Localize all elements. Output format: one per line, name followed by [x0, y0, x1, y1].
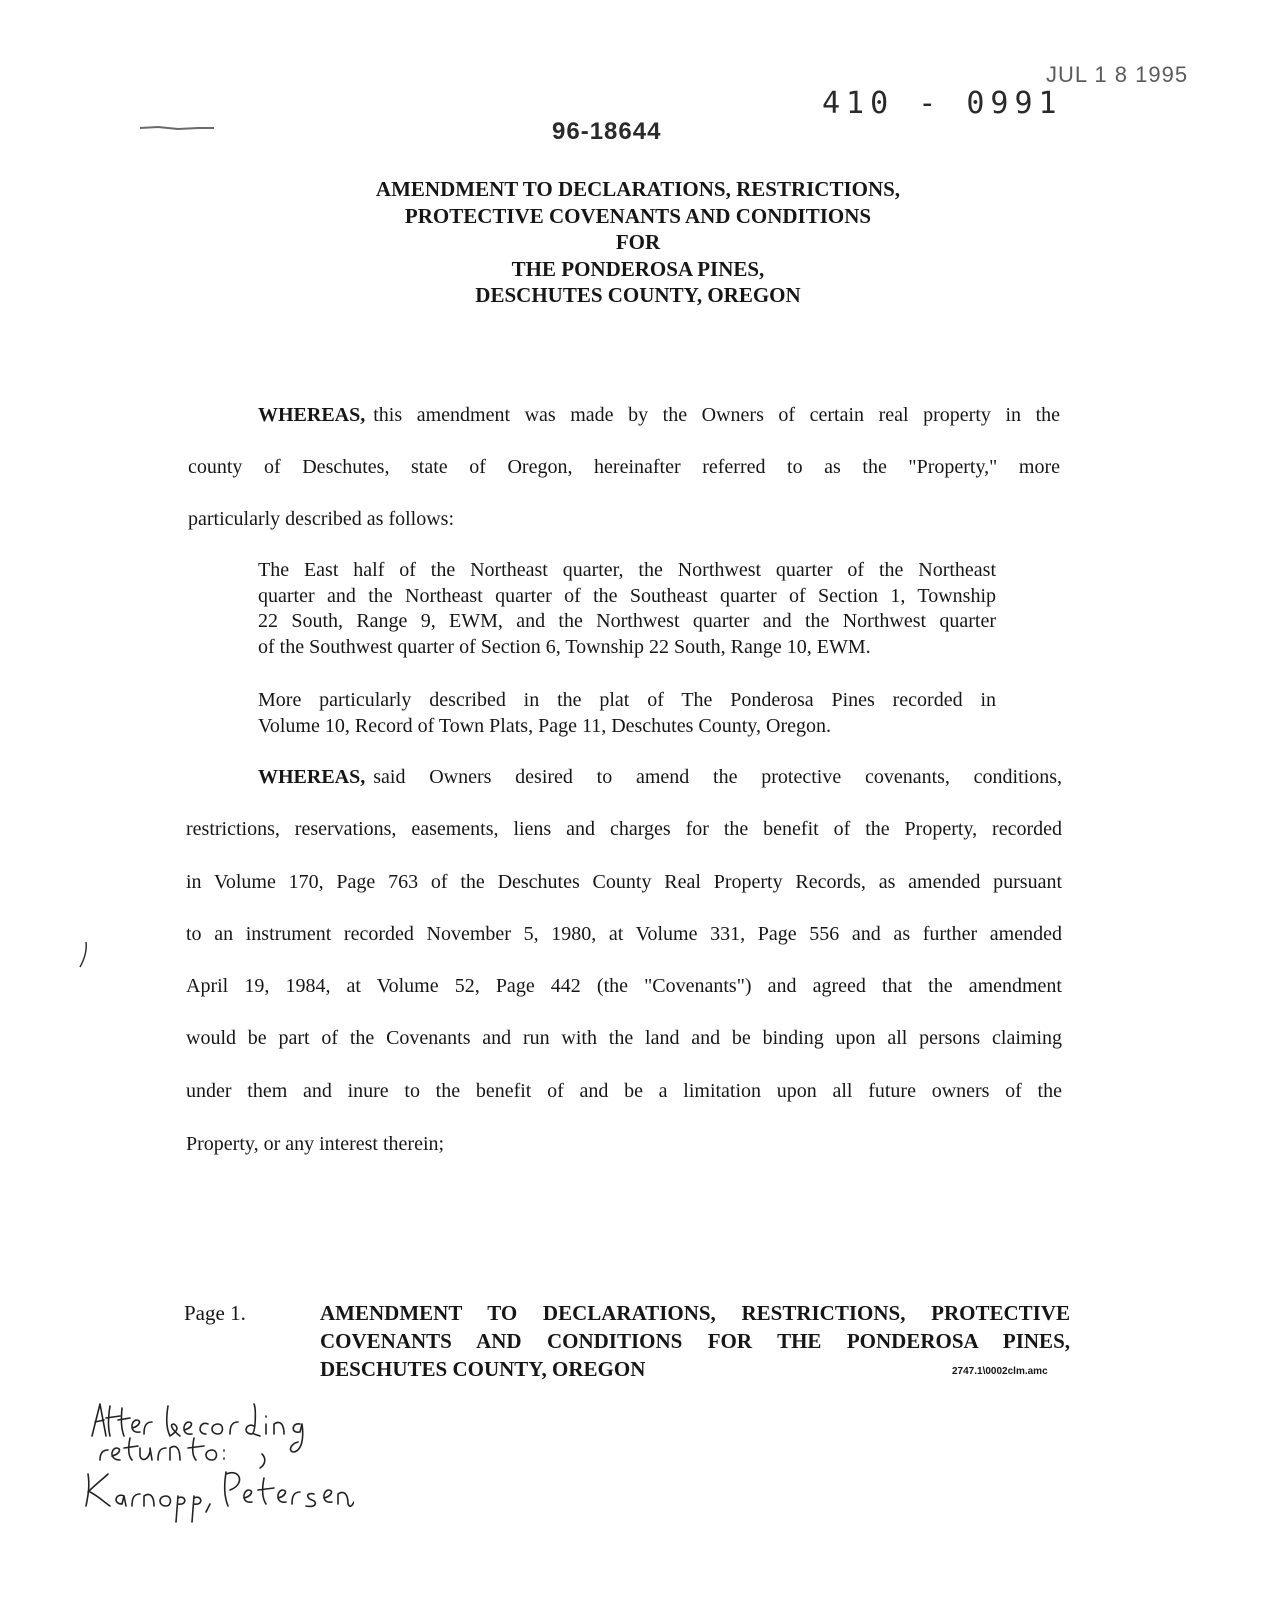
whereas-1-lead: WHEREAS, [258, 404, 366, 426]
document-title [238, 176, 1038, 309]
legal-description-line: quarter and the Northeast quarter of the Southeast quarter of Section 1, Township [258, 584, 996, 607]
whereas-2-last-line: Property, or any interest therein; [186, 1133, 445, 1155]
whereas-1-line-2: county of Deschutes, state of Oregon, hereinafter referred to as the "Property," more [188, 456, 1060, 478]
footer-title-line: DESCHUTES COUNTY, OREGON [320, 1357, 646, 1381]
legal-description [258, 558, 996, 660]
whereas-1-text: this amendment was made by the Owners of certain real property in the [373, 404, 1060, 426]
scan-artifact-mark [138, 126, 216, 130]
whereas-2-line: in Volume 170, Page 763 of the Deschutes County Real Property Records, as amended pursuant [186, 871, 1062, 893]
title-line: DESCHUTES COUNTY, OREGON [475, 283, 801, 307]
whereas-2-line: to an instrument recorded November 5, 1980, at Volume 331, Page 556 and as further amended [186, 923, 1062, 945]
footer-title-line: COVENANTS AND CONDITIONS FOR THE PONDEROSA PINES, [320, 1329, 1070, 1353]
whereas-2-text: said Owners desired to amend the protective covenants, conditions, [373, 766, 1062, 788]
whereas-1-line-3: particularly described as follows: [188, 508, 455, 530]
whereas-2-line: restrictions, reservations, easements, liens and charges for the benefit of the Property, recorded [186, 818, 1062, 840]
page-number: Page 1. [184, 1301, 246, 1325]
legal-description-line: 22 South, Range 9, EWM, and the Northwest quarter and the Northwest quarter [258, 610, 996, 632]
plat-reference-line: More particularly described in the plat of The Ponderosa Pines recorded in [258, 689, 996, 711]
handwritten-return-note [84, 1398, 354, 1528]
whereas-2-line: would be part of the Covenants and run with the land and be binding upon all persons claiming [186, 1027, 1062, 1049]
plat-reference-line: Volume 10, Record of Town Plats, Page 11, Deschutes County, Oregon. [258, 714, 831, 737]
margin-pen-mark [76, 940, 92, 970]
title-line: AMENDMENT TO DECLARATIONS, RESTRICTIONS, [375, 177, 901, 201]
title-line: THE PONDEROSA PINES, [511, 256, 765, 281]
whereas-2-line-1 [258, 766, 1062, 789]
title-line: FOR [615, 230, 661, 254]
whereas-1-line-1 [258, 404, 1060, 427]
whereas-2-lead: WHEREAS, [258, 766, 366, 788]
footer-title-line: AMENDMENT TO DECLARATIONS, RESTRICTIONS, PROTECTIVE [320, 1301, 1070, 1325]
legal-description-line: The East half of the Northeast quarter, the Northwest quarter of the Northeast [258, 559, 996, 581]
whereas-2-line: April 19, 1984, at Volume 52, Page 442 (the "Covenants") and agreed that the amendment [186, 975, 1062, 997]
title-line: PROTECTIVE COVENANTS AND CONDITIONS [404, 203, 872, 228]
legal-description-line: of the Southwest quarter of Section 6, Township 22 South, Range 10, EWM. [258, 635, 871, 658]
whereas-2-line: under them and inure to the benefit of and be a limitation upon all future owners of the [186, 1080, 1062, 1102]
file-reference: 2747.1\0002clm.amc [952, 1366, 1048, 1377]
document-number: 96-18644 [552, 118, 662, 145]
book-page-number: 410 - 0991 [822, 86, 1063, 121]
plat-reference [258, 688, 996, 739]
recording-date-stamp: JUL 1 8 1995 [1046, 62, 1189, 87]
